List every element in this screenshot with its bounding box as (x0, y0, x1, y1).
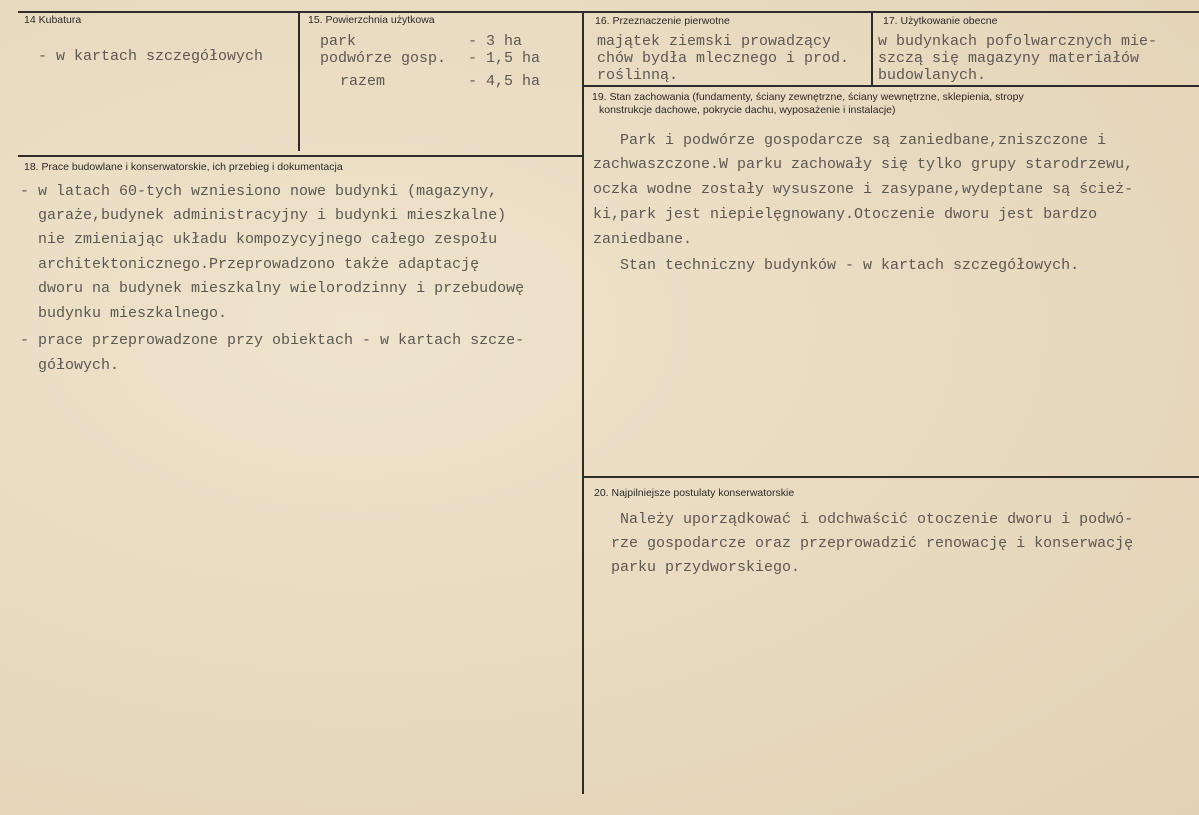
cell-19-line: zachwaszczone.W parku zachowały się tylko grupy starodrzewu, (593, 156, 1134, 173)
cell-16-line: roślinną. (597, 67, 679, 84)
cell-15-row-label: razem (340, 73, 386, 90)
cell-17-header: 17. Użytkowanie obecne (883, 15, 998, 27)
cell-14-text: - w kartach szczegółowych (38, 48, 264, 65)
cell-19-line: Park i podwórze gospodarcze są zaniedbane,zniszczone i (593, 132, 1107, 149)
top-rule (18, 11, 1199, 13)
cell-19-header-cont: konstrukcje dachowe, pokrycie dachu, wyposażenie i instalacje) (599, 104, 896, 116)
cell-17-line: w budynkach pofolwarcznych mie- (878, 33, 1158, 50)
cell-17-line: szczą się magazyny materiałów (878, 50, 1140, 67)
cell-15-row-value: - 1,5 ha (468, 50, 541, 67)
cell-18-line: architektonicznego.Przeprowadzono także adaptację (20, 256, 480, 273)
cell-19-line: Stan techniczny budynków - w kartach szczegółowych. (593, 257, 1080, 274)
cell-20-header: 20. Najpilniejsze postulaty konserwatorskie (594, 487, 795, 499)
rule-16-19 (582, 85, 1199, 87)
rule-19-20 (582, 476, 1199, 478)
cell-15-row-value: - 3 ha (468, 33, 523, 50)
cell-15-header: 15. Powierzchnia użytkowa (308, 14, 435, 26)
cell-17-line: budowlanych. (878, 67, 987, 84)
divider-main (582, 11, 584, 794)
cell-16-line: chów bydła mlecznego i prod. (597, 50, 850, 67)
divider-16-17 (871, 11, 873, 86)
cell-20-line: parku przydworskiego. (593, 559, 801, 576)
cell-20-line: Należy uporządkować i odchwaścić otoczenie dworu i podwó- (593, 511, 1134, 528)
cell-19-line: oczka wodne zostały wysuszone i zasypane,wydeptane są ścież- (593, 181, 1134, 198)
cell-15-row-label: podwórze gosp. (320, 50, 447, 67)
cell-19-header: 19. Stan zachowania (fundamenty, ściany zewnętrzne, ściany wewnętrzne, sklepienia, stropy (592, 91, 1024, 103)
cell-20-line: rze gospodarcze oraz przeprowadzić renowację i konserwację (593, 535, 1134, 552)
cell-18-header: 18. Prace budowlane i konserwatorskie, ich przebieg i dokumentacja (24, 161, 343, 173)
cell-15-row-label: park (320, 33, 357, 50)
cell-16-header: 16. Przeznaczenie pierwotne (595, 15, 730, 27)
divider-14-15 (298, 11, 300, 151)
cell-18-line: - prace przeprowadzone przy obiektach - w kartach szcze- (20, 332, 525, 349)
cell-15-row-value: - 4,5 ha (468, 73, 541, 90)
cell-18-line: - w latach 60-tych wzniesiono nowe budynki (magazyny, (20, 183, 498, 200)
cell-18-line: dworu na budynek mieszkalny wielorodzinny i przebudowę (20, 280, 525, 297)
cell-14-header: 14 Kubatura (24, 14, 82, 26)
cell-18-line: garaże,budynek administracyjny i budynki mieszkalne) (20, 207, 507, 224)
cell-19-line: zaniedbane. (593, 231, 693, 248)
cell-19-line: ki,park jest niepielęgnowany.Otoczenie dworu jest bardzo (593, 206, 1098, 223)
cell-18-line: gółowych. (20, 357, 120, 374)
cell-16-line: majątek ziemski prowadzący (597, 33, 832, 50)
cell-18-line: budynku mieszkalnego. (20, 305, 228, 322)
cell-18-line: nie zmieniając układu kompozycyjnego całego zespołu (20, 231, 498, 248)
rule-left-18 (18, 155, 583, 157)
